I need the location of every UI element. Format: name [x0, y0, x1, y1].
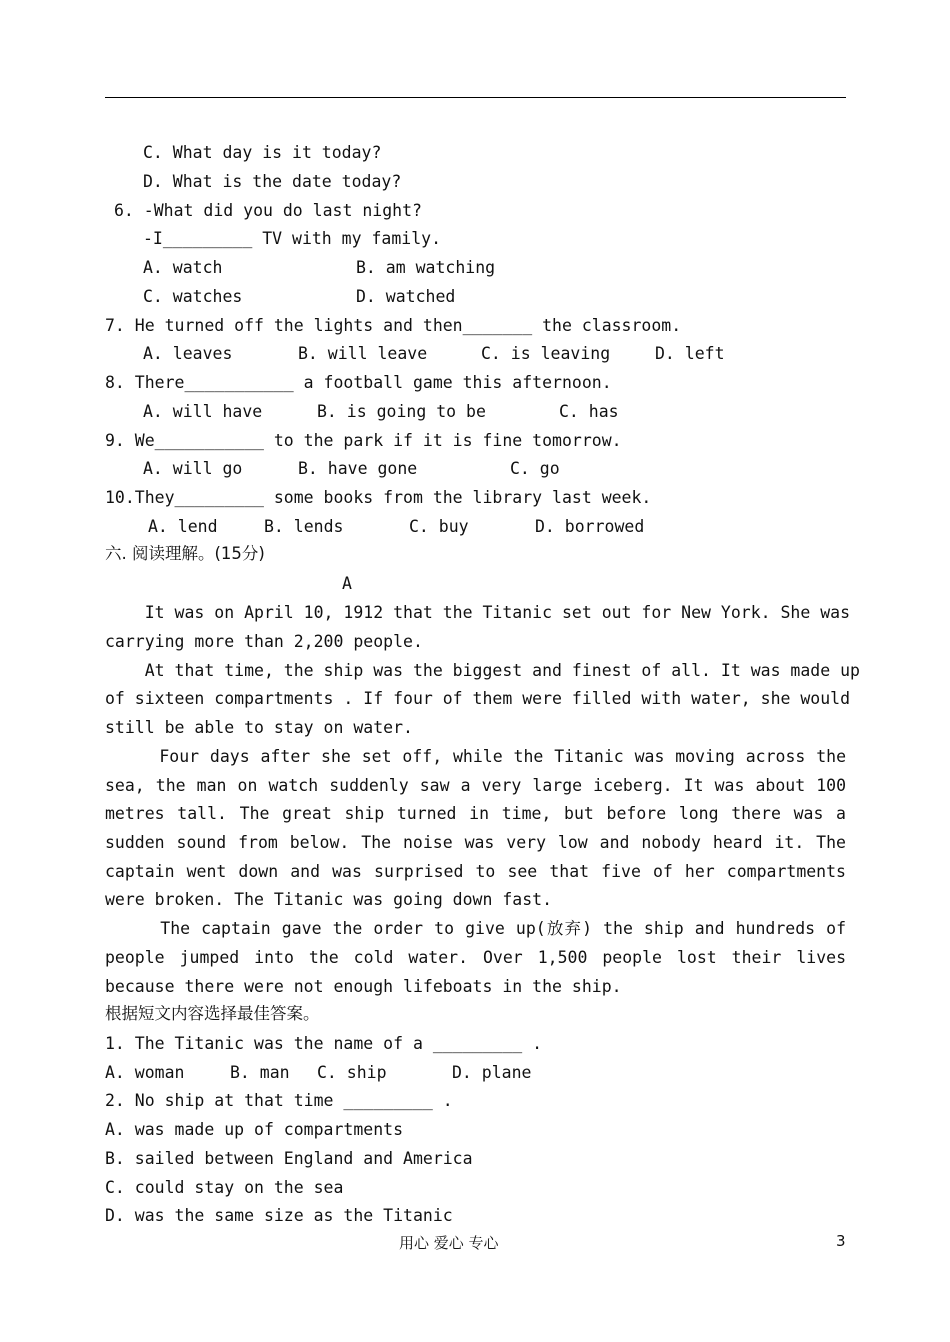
q9-stem: 9. We___________ to the park if it is fine tomorrow.	[105, 431, 622, 450]
q9-option-c: C. go	[510, 459, 560, 478]
page-number: 3	[836, 1232, 846, 1250]
reading-q2-stem: 2. No ship at that time _________ .	[105, 1091, 453, 1110]
passage-line: captain went down and was surprised to see that five of her compartments	[105, 862, 846, 881]
passage-line: because there were not enough lifeboats in the ship.	[105, 977, 622, 996]
q6-option-b: B. am watching	[356, 258, 496, 277]
header-rule	[105, 97, 846, 98]
reading-q2-option-c: C. could stay on the sea	[105, 1178, 344, 1197]
q6-stem: 6. -What did you do last night?	[114, 201, 422, 220]
q6-reply: -I_________ TV with my family.	[143, 229, 442, 248]
q6-option-c: C. watches	[143, 287, 243, 306]
q10-option-a: A. lend	[148, 517, 218, 536]
q7-option-c: C. is leaving	[481, 344, 611, 363]
q10-option-b: B. lends	[264, 517, 344, 536]
reading-q2-option-d: D. was the same size as the Titanic	[105, 1206, 453, 1225]
passage-line: still be able to stay on water.	[105, 718, 413, 737]
passage-line: At that time, the ship was the biggest and finest of all. It was made up	[105, 661, 860, 680]
reading-q2-option-b: B. sailed between England and America	[105, 1149, 473, 1168]
reading-q1-stem: 1. The Titanic was the name of a _________ .	[105, 1034, 543, 1053]
passage-line: of sixteen compartments . If four of them were filled with water, she would	[105, 689, 851, 708]
q9-option-a: A. will go	[143, 459, 243, 478]
q6-option-d: D. watched	[356, 287, 456, 306]
reading-instruction: 根据短文内容选择最佳答案。	[105, 1004, 320, 1023]
q7-option-b: B. will leave	[298, 344, 428, 363]
passage-label: A	[342, 574, 352, 593]
footer-motto: 用心 爱心 专心	[399, 1234, 499, 1252]
q5-option-c: C. What day is it today?	[143, 143, 382, 162]
reading-q1-option-c: C. ship	[317, 1063, 387, 1082]
passage-line: The captain gave the order to give up(放弃) the ship and hundreds of	[105, 919, 846, 938]
reading-q1-option-a: A. woman	[105, 1063, 185, 1082]
section-heading: 六. 阅读理解。(15分)	[105, 544, 265, 563]
q7-option-a: A. leaves	[143, 344, 233, 363]
q8-option-c: C. has	[559, 402, 619, 421]
passage-line: metres tall. The great ship turned in time, but before long there was a	[105, 804, 846, 823]
q10-option-c: C. buy	[409, 517, 469, 536]
q8-option-a: A. will have	[143, 402, 263, 421]
passage-line: were broken. The Titanic was going down fast.	[105, 890, 553, 909]
passage-line: It was on April 10, 1912 that the Titanic set out for New York. She was	[105, 603, 851, 622]
passage-line: carrying more than 2,200 people.	[105, 632, 423, 651]
q8-stem: 8. There___________ a football game this afternoon.	[105, 373, 612, 392]
q10-stem: 10.They_________ some books from the library last week.	[105, 488, 652, 507]
passage-line: Four days after she set off, while the Titanic was moving across the	[105, 747, 846, 766]
q7-stem: 7. He turned off the lights and then_______ the classroom.	[105, 316, 682, 335]
passage-line: sea, the man on watch suddenly saw a very large iceberg. It was about 100	[105, 776, 846, 795]
passage-line: people jumped into the cold water. Over 1,500 people lost their lives	[105, 948, 846, 967]
q7-option-d: D. left	[655, 344, 725, 363]
q5-option-d: D. What is the date today?	[143, 172, 402, 191]
reading-q2-option-a: A. was made up of compartments	[105, 1120, 404, 1139]
q9-option-b: B. have gone	[298, 459, 418, 478]
reading-q1-option-d: D. plane	[452, 1063, 532, 1082]
q6-option-a: A. watch	[143, 258, 223, 277]
q10-option-d: D. borrowed	[535, 517, 645, 536]
q8-option-b: B. is going to be	[317, 402, 486, 421]
passage-line: sudden sound from below. The noise was very low and nobody heard it. The	[105, 833, 846, 852]
reading-q1-option-b: B. man	[230, 1063, 290, 1082]
